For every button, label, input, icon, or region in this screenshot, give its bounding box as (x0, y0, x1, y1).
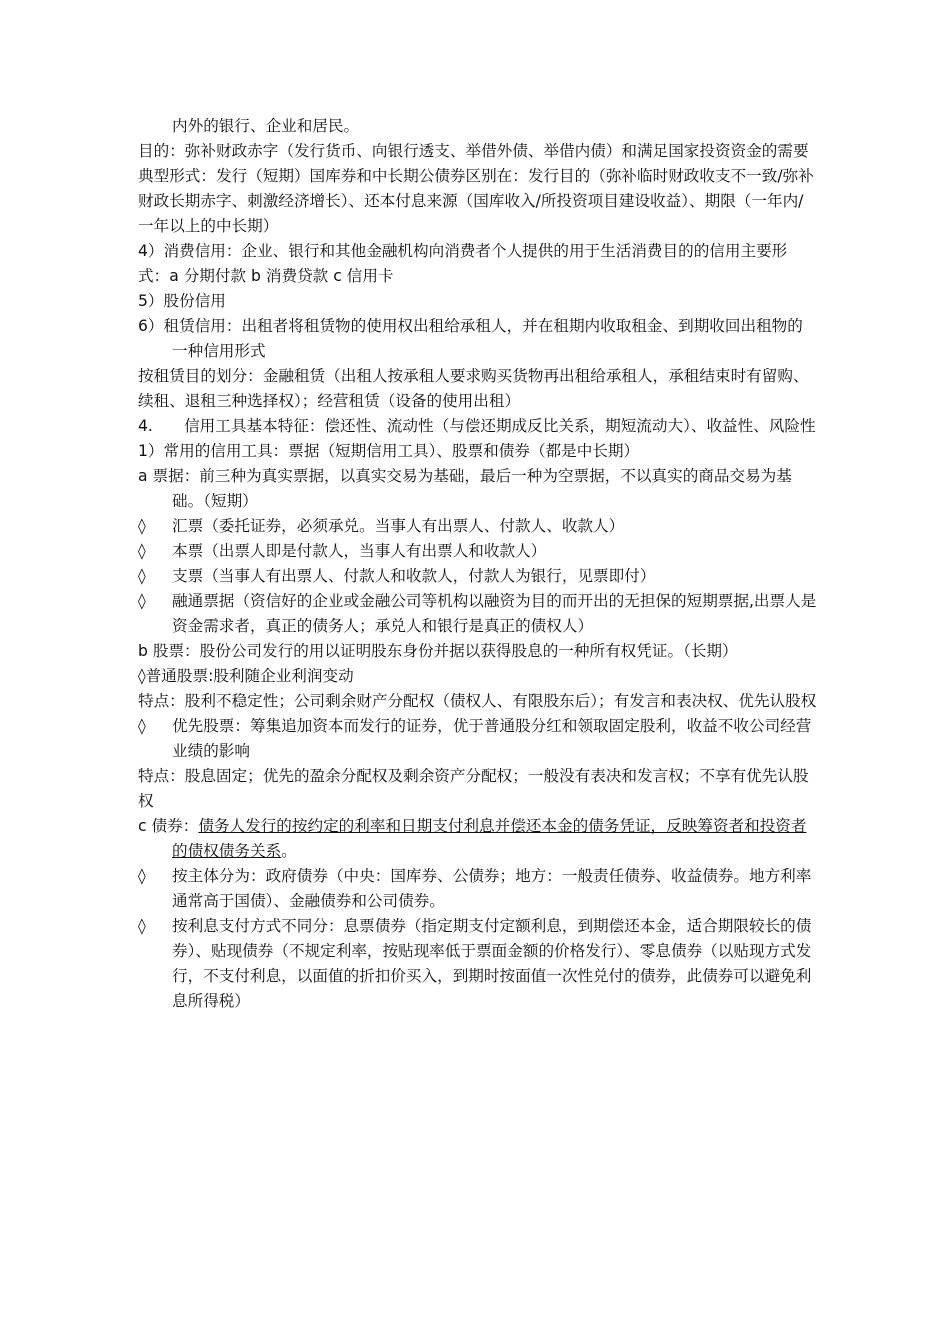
bullet-item (138, 564, 818, 589)
text-line: ◊普通股票:股利随企业利润变动 (138, 667, 354, 685)
bullet-text: 按主体分为：政府债券（中央：国库券、公债券；地方：一般责任债券、收益债券。地方利率通常高于国债）、金融债券和公司债券。 (172, 867, 812, 910)
document-body (138, 114, 818, 1014)
diamond-bullet-icon: ◊ (138, 867, 146, 885)
text-line (138, 814, 818, 864)
bond-definition-end: 。 (281, 842, 297, 860)
bullet-text: 本票（出票人即是付款人，当事人有出票人和收款人） (172, 542, 547, 560)
text-line: 4）消费信用：企业、银行和其他金融机构向消费者个人提供的用于生活消费目的的信用主要形式：a 分期付款 b 消费贷款 c 信用卡 (138, 242, 788, 285)
bullet-item (138, 714, 818, 764)
text-line: 特点：股息固定；优先的盈余分配权及剩余资产分配权；一般没有表决和发言权；不享有优先认股权 (138, 767, 809, 810)
diamond-bullet-icon: ◊ (138, 517, 146, 535)
diamond-bullet-icon: ◊ (138, 592, 146, 610)
text-line: 5）股份信用 (138, 292, 226, 310)
bullet-text: 优先股票：筹集追加资本而发行的证券，优于普通股分红和领取固定股利，收益不收公司经营业绩的影响 (172, 717, 812, 760)
diamond-bullet-icon: ◊ (138, 917, 146, 935)
bullet-item (138, 914, 818, 1014)
text-line: 1）常用的信用工具：票据（短期信用工具）、股票和债券（都是中长期） (138, 442, 640, 460)
diamond-bullet-icon: ◊ (138, 717, 146, 735)
text-line: 按租赁目的划分：金融租赁（出租人按承租人要求购买货物再出租给承租人，承租结束时有留购、续租、退租三种选择权）；经营租赁（设备的使用出租） (138, 367, 809, 410)
bullet-item (138, 589, 818, 639)
bullet-item (138, 864, 818, 914)
text-line: a 票据：前三种为真实票据，以真实交易为基础，最后一种为空票据，不以真实的商品交易为基础。（短期） (138, 467, 792, 510)
text-line: 6）租赁信用：出租者将租赁物的使用权出租给承租人，并在租期内收取租金、到期收回出租物的一种信用形式 (138, 317, 803, 360)
diamond-bullet-icon: ◊ (138, 542, 146, 560)
bullet-text: 汇票（委托证券，必须承兑。当事人有出票人、付款人、收款人） (172, 517, 625, 535)
text-line: 内外的银行、企业和居民。 (172, 117, 360, 135)
text-line: 特点：股利不稳定性；公司剩余财产分配权（债权人、有限股东后）；有发言和表决权、优先认股权 (138, 692, 817, 710)
text-line: b 股票：股份公司发行的用以证明股东身份并据以获得股息的一种所有权凭证。（长期） (138, 642, 738, 660)
bullet-text: 按利息支付方式不同分：息票债券（指定期支付定额利息，到期偿还本金，适合期限较长的债券）、贴现债券（不规定利率，按贴现率低于票面金额的价格发行）、零息债券（以贴现方式发行，不支付利息，以面值的折扣价买入，到期时按面值一次性兑付的债券，此债券可以避免利息所得税） (172, 917, 812, 1010)
text-line: 4. 信用工具基本特征：偿还性、流动性（与偿还期成反比关系，期短流动大）、收益性、风险性 (138, 417, 816, 435)
diamond-bullet-icon: ◊ (138, 567, 146, 585)
bullet-text: 支票（当事人有出票人、付款人和收款人，付款人为银行，见票即付） (172, 567, 656, 585)
text-line: 典型形式：发行（短期）国库券和中长期公债券区别在：发行目的（弥补临时财政收支不一致/弥补财政长期赤字、刺激经济增长）、还本付息来源（国库收入/所投资项目建设收益）、期限（一年内/一年以上的中长期） (138, 167, 814, 235)
bullet-item (138, 539, 818, 564)
bullet-item (138, 514, 818, 539)
bullet-text: 融通票据（资信好的企业或金融公司等机构以融资为目的而开出的无担保的短期票据,出票人是资金需求者，真正的债务人；承兑人和银行是真正的债权人） (172, 592, 817, 635)
text-line: 目的：弥补财政赤字（发行货币、向银行透支、举借外债、举借内债）和满足国家投资资金的需要 (138, 142, 809, 160)
bond-definition-underlined: 债务人发行的按约定的利率和日期支付利息并偿还本金的债务凭证，反映筹资者和投资者的债权债务关系 (172, 817, 807, 860)
bond-label: c 债券： (138, 817, 199, 835)
